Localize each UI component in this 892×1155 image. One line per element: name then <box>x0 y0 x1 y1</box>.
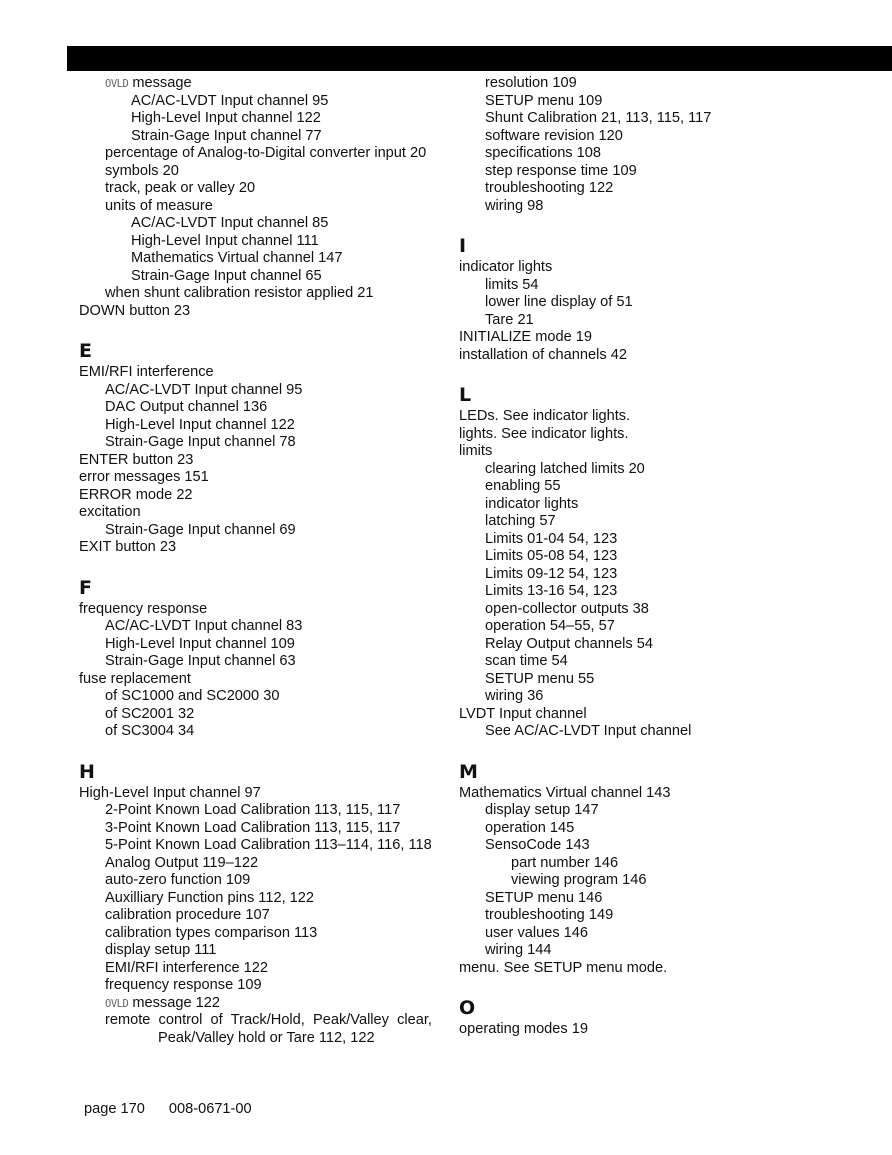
index-term: LVDT Input channel <box>459 705 587 722</box>
index-subentry: High-Level Input channel 122 <box>131 110 321 126</box>
index-entry: wiring 36 <box>485 688 544 704</box>
index-entry: of SC3004 34 <box>105 723 195 739</box>
section-heading-o: O <box>459 997 476 1019</box>
index-entry: indicator lights <box>485 495 579 512</box>
index-term: menu. See SETUP menu mode. <box>459 959 668 976</box>
index-entry: units of measure <box>105 197 213 214</box>
index-entry: 2-Point Known Load Calibration 113, 115, 117 <box>105 802 401 818</box>
index-column-right <box>459 75 879 1039</box>
index-entry: Limits 09-12 54, 123 <box>485 565 618 582</box>
justified-line: remote control of Track/Hold, Peak/Valley clear, <box>105 1012 432 1028</box>
index-entry-continuation: Peak/Valley hold or Tare 112, 122 <box>158 1029 375 1046</box>
index-entry: troubleshooting 149 <box>485 907 614 923</box>
index-entry: track, peak or valley 20 <box>105 180 256 196</box>
index-entry <box>79 1012 451 1030</box>
index-subentry: High-Level Input channel 111 <box>131 232 319 249</box>
index-entry: 5-Point Known Load Calibration 113–114, 116, 118 <box>105 837 432 853</box>
index-entry: SETUP menu 55 <box>485 670 595 687</box>
header-bar <box>67 46 892 71</box>
section-heading-i: I <box>459 235 467 257</box>
index-term: limits <box>459 443 493 459</box>
index-entry: wiring 98 <box>485 197 544 214</box>
index-entry: Strain-Gage Input channel 69 <box>105 521 296 538</box>
index-entry: Limits 01-04 54, 123 <box>485 530 618 547</box>
index-entry: AC/AC-LVDT Input channel 83 <box>105 618 303 634</box>
index-entry: of SC2001 32 <box>105 705 195 722</box>
index-term: INITIALIZE mode 19 <box>459 329 593 345</box>
index-subentry: Strain-Gage Input channel 77 <box>131 127 322 144</box>
index-entry: step response time 109 <box>485 162 637 179</box>
index-term: installation of channels 42 <box>459 346 627 363</box>
index-subentry: viewing program 146 <box>511 872 647 888</box>
index-entry: High-Level Input channel 109 <box>105 635 295 652</box>
index-entry: auto-zero function 109 <box>105 872 251 888</box>
index-entry: wiring 144 <box>485 942 552 958</box>
index-entry: scan time 54 <box>485 653 568 669</box>
index-entry: Strain-Gage Input channel 78 <box>105 434 296 450</box>
index-entry: OVLD message 122 <box>105 994 220 1011</box>
section-heading-m: M <box>459 760 478 783</box>
index-entry: Analog Output 119–122 <box>105 854 259 871</box>
index-term: EXIT button 23 <box>79 539 177 555</box>
index-entry: Strain-Gage Input channel 63 <box>105 653 296 669</box>
index-entry: lower line display of 51 <box>485 294 633 310</box>
index-entry: SETUP menu 109 <box>485 92 603 109</box>
index-entry: DAC Output channel 136 <box>105 399 268 415</box>
index-entry: latching 57 <box>485 513 556 529</box>
index-term: fuse replacement <box>79 670 191 687</box>
index-entry: Relay Output channels 54 <box>485 635 653 652</box>
page-footer <box>84 1100 276 1118</box>
index-subentry: Mathematics Virtual channel 147 <box>131 250 343 266</box>
index-subentry: Strain-Gage Input channel 65 <box>131 267 322 284</box>
section-heading-h: H <box>79 760 95 783</box>
index-entry: EMI/RFI interference 122 <box>105 959 269 976</box>
index-term: DOWN button 23 <box>79 302 191 319</box>
index-entry: display setup 111 <box>105 942 217 958</box>
index-term: error messages 151 <box>79 469 209 485</box>
index-entry: SensoCode 143 <box>485 837 590 853</box>
index-term: ENTER button 23 <box>79 451 194 468</box>
index-term: EMI/RFI interference <box>79 364 214 380</box>
index-entry: calibration types comparison 113 <box>105 924 318 941</box>
index-entry: clearing latched limits 20 <box>485 460 645 477</box>
index-entry: High-Level Input channel 122 <box>105 416 295 433</box>
index-subentry: AC/AC-LVDT Input channel 95 <box>131 92 329 109</box>
index-term: indicator lights <box>459 259 553 275</box>
index-entry: enabling 55 <box>485 478 561 494</box>
index-entry: percentage of Analog-to-Digital converter input 20 <box>105 145 427 161</box>
index-term: lights. See indicator lights. <box>459 425 629 442</box>
section-heading-f: F <box>79 576 92 599</box>
index-entry: AC/AC-LVDT Input channel 95 <box>105 381 303 398</box>
index-term: LEDs. See indicator lights. <box>459 408 631 424</box>
index-entry: specifications 108 <box>485 145 602 161</box>
page-number: page 170 <box>84 1101 145 1117</box>
index-subentry: AC/AC-LVDT Input channel 85 <box>131 215 329 231</box>
index-term: ERROR mode 22 <box>79 486 193 503</box>
index-term: Mathematics Virtual channel 143 <box>459 784 671 801</box>
index-entry: symbols 20 <box>105 162 179 179</box>
index-entry: 3-Point Known Load Calibration 113, 115, 117 <box>105 819 401 836</box>
index-subentry: part number 146 <box>511 854 619 871</box>
index-entry: OVLD message <box>105 75 192 91</box>
index-entry: Limits 05-08 54, 123 <box>485 548 618 564</box>
index-term: excitation <box>79 504 141 520</box>
index-entry: open-collector outputs 38 <box>485 600 649 617</box>
index-entry: when shunt calibration resistor applied 21 <box>105 285 374 301</box>
index-term: frequency response <box>79 600 208 617</box>
index-entry: operation 145 <box>485 819 575 836</box>
document-number: 008-0671-00 <box>168 1101 252 1117</box>
index-entry: operation 54–55, 57 <box>485 618 615 634</box>
index-entry: Shunt Calibration 21, 113, 115, 117 <box>485 110 712 126</box>
index-entry: resolution 109 <box>485 75 577 91</box>
index-term: High-Level Input channel 97 <box>79 784 261 801</box>
ovld-lcd-glyph: OVLD <box>105 78 129 90</box>
index-entry: Auxilliary Function pins 112, 122 <box>105 889 315 906</box>
index-entry: troubleshooting 122 <box>485 180 614 196</box>
index-entry: of SC1000 and SC2000 30 <box>105 688 280 704</box>
index-entry: Limits 13-16 54, 123 <box>485 583 618 599</box>
index-entry: display setup 147 <box>485 802 599 818</box>
index-entry: user values 146 <box>485 924 589 941</box>
index-entry: frequency response 109 <box>105 977 262 993</box>
section-heading-e: E <box>79 340 92 362</box>
index-entry: SETUP menu 146 <box>485 889 603 906</box>
index-entry: See AC/AC-LVDT Input channel <box>485 723 692 739</box>
index-term: operating modes 19 <box>459 1021 588 1037</box>
index-entry: Tare 21 <box>485 311 534 328</box>
index-entry: limits 54 <box>485 276 539 293</box>
index-entry: calibration procedure 107 <box>105 907 270 923</box>
ovld-lcd-glyph: OVLD <box>105 997 129 1010</box>
section-heading-l: L <box>459 384 472 406</box>
index-entry: software revision 120 <box>485 127 623 144</box>
index-column-left <box>79 75 451 1047</box>
